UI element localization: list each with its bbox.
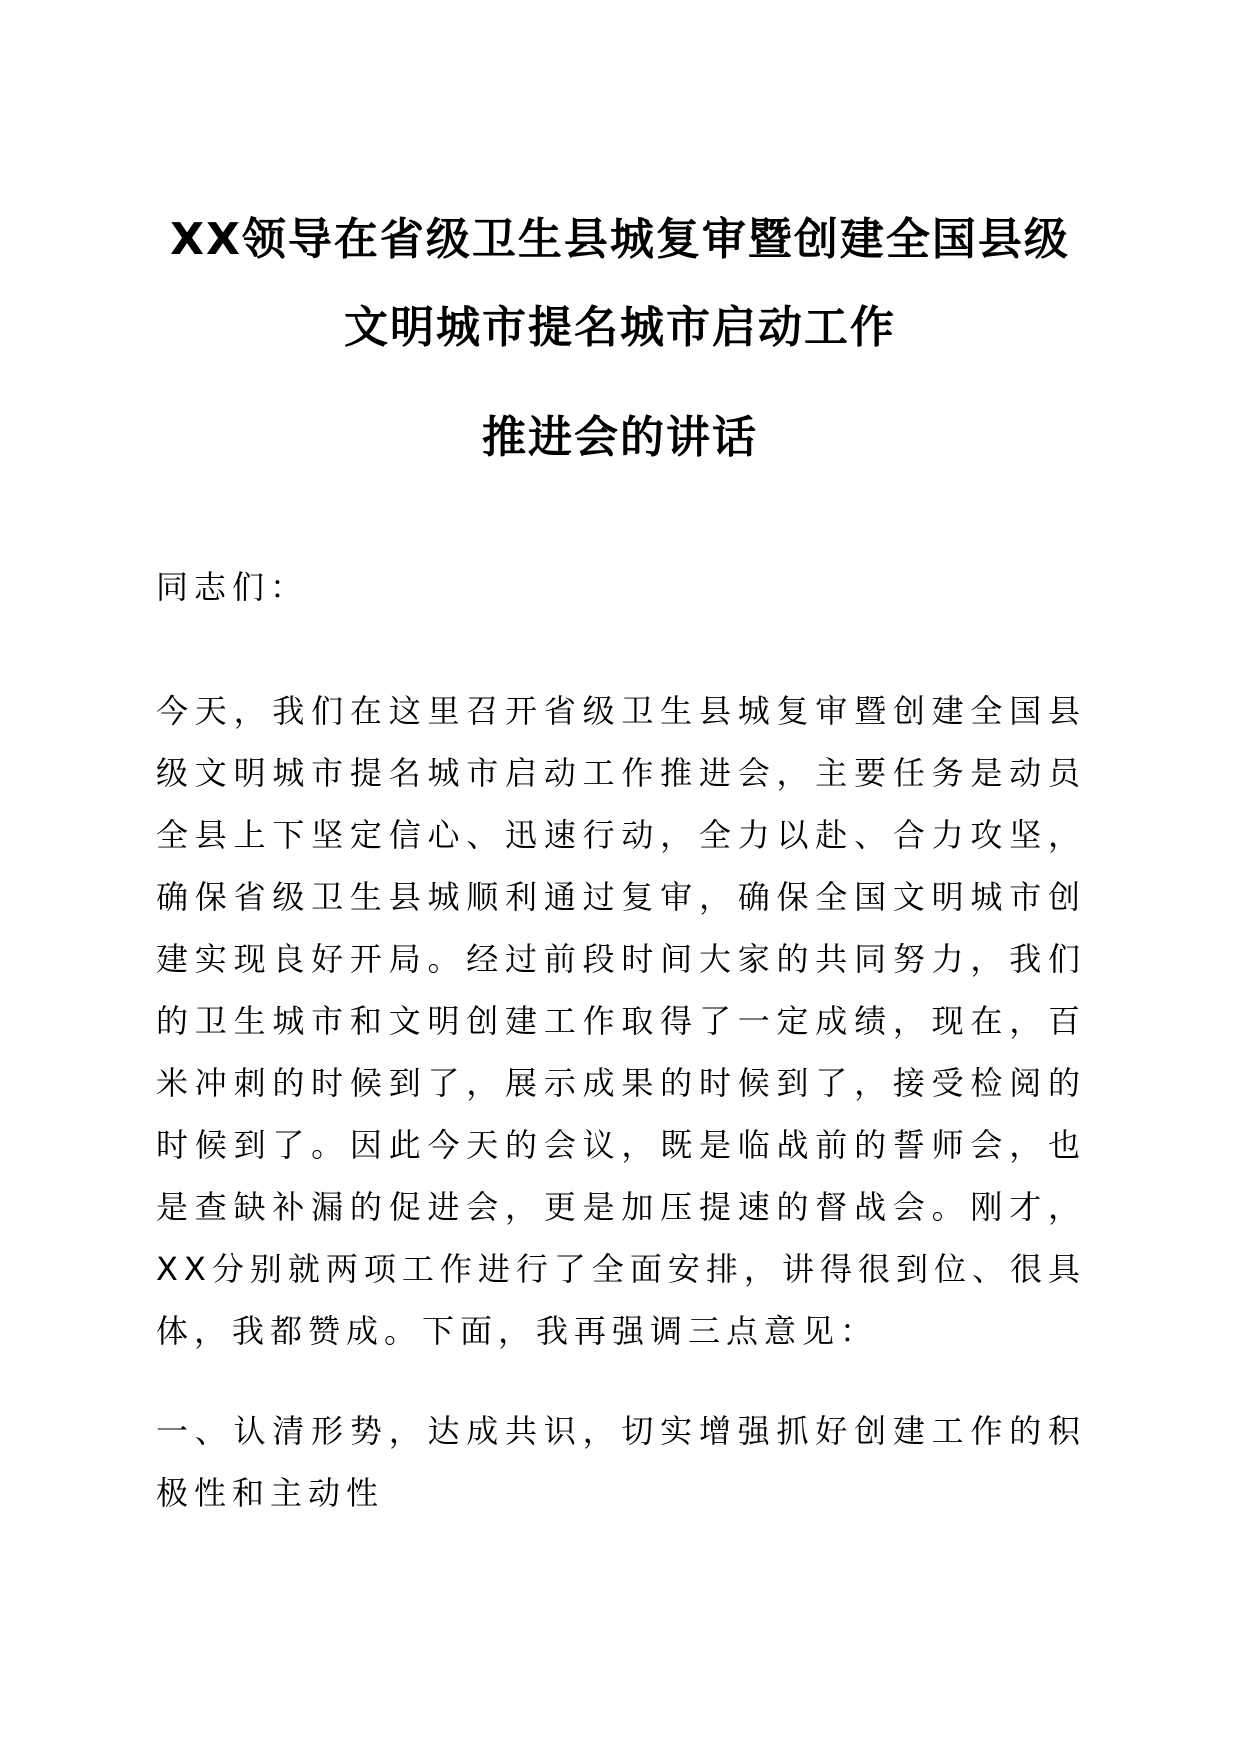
title-line-1: XX领导在省级卫生县城复审暨创建全国县级 bbox=[170, 214, 1070, 265]
title-line-2: 文明城市提名城市启动工作 bbox=[344, 302, 896, 353]
salutation: 同志们： bbox=[156, 568, 309, 606]
paragraph-intro: 今天，我们在这里召开省级卫生县城复审暨创建全国县级文明城市提名城市启动工作推进会，主要任务是动员全县上下坚定信心、迅速行动，全力以赴、合力攻坚，确保省级卫生县城顺利通过复审，确保全国文明城市创建实现良好开局。经过前段时间大家的共同努力，我们的卫生城市和文明创建工作取得了一定成绩，现在，百米冲刺的时候到了，展示成果的时候到了，接受检阅的时候到了。因此今天的会议，既是临战前的誓师会，也是查缺补漏的促进会，更是加压提速的督战会。刚才，XX分别就两项工作进行了全面安排，讲得很到位、很具体，我都赞成。下面，我再强调三点意见： bbox=[156, 692, 1086, 1350]
document-title bbox=[0, 196, 1240, 482]
section-heading-1: 一、认清形势，达成共识，切实增强抓好创建工作的积极性和主动性 bbox=[156, 1412, 1086, 1512]
title-line-3: 推进会的讲话 bbox=[482, 412, 758, 463]
